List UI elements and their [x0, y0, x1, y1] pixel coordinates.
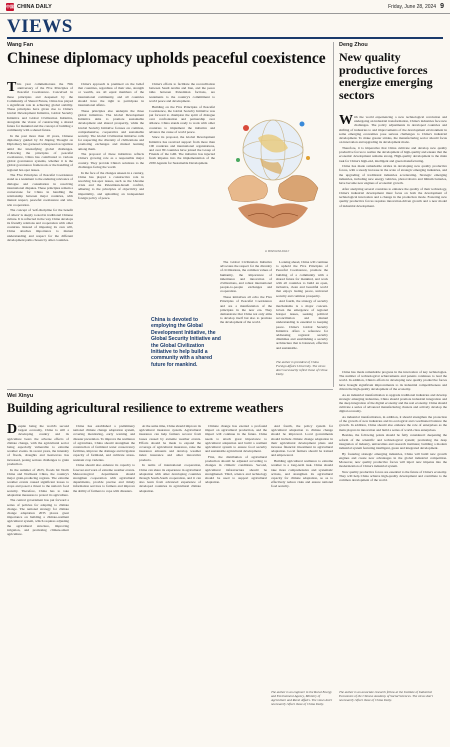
- article1-column-4: [220, 260, 272, 382]
- section-rule: [7, 37, 443, 39]
- paragraph: In the summer of 2023, floods hit North China and Northeast China, the country's major grain-producing regions. The extreme weather events caused significant losses to crops and posed a threat to the nation's food security. Therefore, China has to take adaptation measures to protect its agriculture.: [7, 467, 69, 497]
- article1-column-5: [276, 260, 328, 356]
- paragraph: China should also enhance its capacity to forecast and warn of extreme weather events. Meteorological departments should strengthen cooperation with agricultural departments, provide precise and timely information services to farmers and improve the ability of farmers to cope with disasters.: [73, 463, 135, 493]
- page-number: 9: [440, 3, 444, 10]
- section-title: VIEWS: [7, 16, 73, 37]
- paragraph: China has established a preliminary national climate change adaptation system, covering monitoring, early warning and disaster prevention. To improve the resilience of agriculture, China should strengthen the construction of farmland water conservancy facilities, improve the drainage and irrigation capacity of farmland, and cultivate stress-resistant crop varieties.: [73, 424, 135, 462]
- issue-date: Friday, June 28, 2024: [388, 3, 437, 10]
- paragraph: As industrial transformation, in addition, it should strengthen the protection of the growth of new industries and its ecological and coordinated balance the growth. In addition, China should also enhance the role of enterprises as the main players in innovation and build a series of world-class enterprises.: [339, 415, 447, 432]
- paragraph: The Global Civilization Initiative advocates the respect for the diversity of civilizations, the common values of humanity, the importance of inheritance and innovation of civilizations, and robust international people-to-people exchanges and cooperation.: [220, 260, 272, 294]
- paragraph: his year commemorates the 70th anniversary of the Five Principles of Peaceful Coexistence. Conceived in these principles and deepened by the Community of Shared Future, China has played a significant role in achieving global stability. These principles have given rise to China's Global Development Initiative, Global Security Initiative and Global Civilization Initiative, alongside the vision of constructing a shared future for mankind and the concept of building a community with a shared future.: [7, 82, 73, 133]
- article1-author: Wang Fan: [7, 42, 34, 48]
- paragraph: First, the distribution of agricultural production should be adjusted according to changes in climatic conditions. Second, agricultural infrastructure should be strengthened. Third, science and technology should be used to support agricultural adaptation.: [205, 454, 267, 485]
- paragraph: ith the world experiencing a new technological revolution and undergoing an industrial transformation, China's industries face new challenges. The policy adjustments in developed countries and shifting of industries to and improvements of the development environment in some emerging economies pose serious challenges to China's industrial development. To make greater strides, the manufacturing sector should focus on innovation and upgrading its development mode.: [339, 115, 447, 145]
- paragraph: Besides, the following points should be fully considered: deepening the reform of the scientific and technological system; promoting the deep integration of industry, universities and research institutes; building a modern industrial system featuring intelligent, green and integrated development.: [339, 433, 447, 450]
- paragraph: Building agricultural resilience to extreme weather is a long-term task. China should take more comprehensive and systematic actions, and strengthen its agricultural capacity for climate adaptation, so as to effectively reduce risks and ensure national food security.: [271, 459, 333, 489]
- row-divider: [7, 389, 333, 390]
- article3-author-bio: The author is an engineer in the Rural Energy and Environment Agency, Ministry of Agriculture and Rural Affairs. The views don't necessarily reflect those of China Daily.: [271, 690, 333, 707]
- logo-text: CHINA DAILY: [17, 3, 52, 10]
- article2-column: [339, 115, 447, 365]
- paragraph: China has made remarkable progress in the innovation of key technologies. The number of technological achievements and patents continues to lead the world. In addition, China's efforts in developing new quality productive forces have brought significant improvements to its industrial competitiveness and driven the high-quality development of the economy.: [339, 370, 447, 391]
- logo[interactable]: [6, 3, 52, 11]
- paragraph: These initiatives all echo the Five Principles of Peaceful Coexistence and are a manifestation of the principles in the new era. They demonstrate that China not only aims to develop itself but also to promote the development of the world.: [220, 295, 272, 325]
- illustration-caption: LI MIN/CHINA DAILY: [265, 250, 290, 253]
- hands-globe-illustration: [218, 88, 328, 248]
- paragraph: In terms of international cooperation, China can share its experience in agricultural adaptation with other developing countries through South-South cooperation, and it can also learn from advanced experience of developed countries in agricultural climate adaptation.: [139, 463, 201, 493]
- paragraph: The proposal of these initiatives reflects China's growing role as a responsible major country. They provide China's solutions to the challenges facing the world.: [78, 152, 144, 169]
- article3-author: Wei Xinyu: [7, 393, 34, 399]
- dropcap: D: [7, 424, 18, 437]
- paragraph: Therefore, it is imperative that China cultivate and develop new quality productive forces to realize the development of high-quality and ensure that the economic development remains strong. High-quality development is the main task for China's high-end, intelligent and green manufacturing.: [339, 145, 447, 163]
- paragraph: China's efforts to facilitate the reconciliation between Saudi Arabia and Iran, and the peace talks between Palestinian factions, are testaments to the country's commitment to world peace and development.: [149, 82, 215, 103]
- paragraph: The concept of 'self-discipline for the benefit of others' is deeply rooted in traditional Chinese culture. It is reflected in the way China develops its friendly relations and cooperation with other countries. Instead of imposing its own will, China attaches importance to mutual understanding and respect for the different development paths chosen by other countries.: [7, 208, 73, 242]
- masthead: [0, 0, 450, 14]
- paragraph: After analyzing several countries to enhance the quality of their technology, China's industrial development must focus on both the development of technological innovation and a change in the production mode. Fostering new quality productive forces requires innovation-driven growth and a new model of industrial development.: [339, 186, 447, 208]
- article2-column-continued: [339, 370, 447, 680]
- paragraph: Looking ahead, China will continue to uphold the Five Principles of Peaceful Coexistence, promote the building of a community with a shared future for mankind, and work with all countries to build an open, inclusive, clean and beautiful world that enjoys lasting peace, universal security and common prosperity.: [276, 260, 328, 298]
- column-divider: [333, 42, 334, 387]
- paragraph: Climate change has exerted a profound impact on agricultural production, and the impact will continue in the future. China needs to attach great importance to agricultural adaptation and build a resilient agricultural system to ensure food security and sustainable agricultural development.: [205, 424, 267, 454]
- pull-quote: China is devoted to employing the Global Development Initiative, the Global Security Initiative and the Global Civilization Initiative to help build a community with a shared future for mankind.: [151, 317, 221, 368]
- paragraph: By fostering strategic emerging industries, China will build new growth engines and create new advantages in the global industrial competition. Moreover, new quality productive forces will inject new impetus into the modernization of China's industrial system.: [339, 451, 447, 469]
- dropcap: T: [7, 82, 17, 95]
- article1-column-1: [7, 82, 73, 382]
- paragraph: In the face of the changes unseen in a century, China has played a constructive role in resolving hot-spot issues, such as the Ukraine crisis and the Palestinian-Israeli conflict, adhering to the principles of objectivity and impartiality, and upholding an independent foreign policy of peace.: [78, 170, 144, 200]
- article1-author-bio: The author is president of China Foreign Affairs University. The views don't necessarily reflect those of China Daily.: [276, 360, 328, 377]
- paragraph: And fourth, the policy system for agricultural adaptation to climate change should be improved. Local governments should include climate change adaptation in their agricultural development plans and increase financial investment in agricultural adaptation. Local farmers should be trained and empowered.: [271, 424, 333, 458]
- paragraph: These principles also underpin the three global initiatives. The Global Development Initiative aims to promote sustainable development and shared prosperity, while the Global Security Initiative focuses on common, comprehensive, cooperative and sustainable security. The Global Civilization Initiative calls for respecting the diversity of civilizations and promoting exchanges and mutual learning among them.: [78, 108, 144, 151]
- paragraph: The Five Principles of Peaceful Coexistence stand as a testament to the enduring relevance of dialogue and consultation in resolving international disputes. These principles remain a cornerstone for China in handling the relationship between major countries, with mutual respect, peaceful coexistence and win-win cooperation.: [7, 173, 73, 207]
- dropcap: W: [339, 115, 353, 128]
- paragraph: At the same time, China should improve its agricultural insurance system. Agricultural insurance can help farmers recover from losses caused by extreme weather events. Efforts should be made to expand the coverage of agricultural insurance, raise the insurance amounts and develop weather index insurance and other innovative products.: [139, 424, 201, 462]
- paragraph: espite being the world's second largest economy, China is still a developing country and its agriculture bears the adverse effects of climate change, with the agricultural sector being especially vulnerable to extreme weather events. In recent years, the intensity of floods, droughts and heatwaves has increased, posing serious challenges to grain production.: [7, 424, 69, 466]
- article1-column-2: [78, 82, 144, 382]
- paragraph: New quality productive forces are essential to the future of China's economy. They will help China achieve high-quality development and contribute to the common development of the world.: [339, 469, 447, 483]
- article3-column-5: [271, 424, 333, 679]
- paragraph: And fourth, the strategy of security mechanisms is a major concern. Given the emergence of regional hotspot issues, seeking political reconciliation and mutual understanding is essential to keeping peace. China's Global Security Initiative offers a reference for addressing regional security dilemmas and establishing a security architecture that is balanced, effective and sustainable.: [276, 299, 328, 350]
- article1-column-3: [149, 82, 215, 312]
- article1-headline[interactable]: Chinese diplomacy upholds peaceful coexistence: [7, 50, 326, 67]
- paragraph: China's approach is premised on the belief that countries, regardless of their size, strength or wealth, are all equal members of the international community, and all countries should have the right to participate in international affairs.: [78, 82, 144, 108]
- article2-author: Deng Zhou: [339, 42, 368, 48]
- article3-column-4: [205, 424, 267, 742]
- article3-column-1: [7, 424, 69, 742]
- article2-headline[interactable]: New quality productive forces energize emerging sectors: [339, 50, 433, 102]
- china-daily-logo-icon: 中国: [6, 3, 14, 9]
- article3-column-3: [139, 424, 201, 742]
- article3-headline[interactable]: Building agricultural resilience to extreme weathers: [7, 401, 284, 415]
- paragraph: Building on the Five Principles of Peaceful Coexistence, the Global Security Initiative was put forward to champion the spirit of dialogue over confrontation and partnership over alliance. China stands ready to work with other countries to implement the initiative and advance the cause of world peace.: [149, 104, 215, 134]
- article2-author-bio: The author is an associate research fellow at the Institute of Industrial Economics of the Chinese Academy of Social Sciences. The views don't necessarily reflect those of China Daily.: [339, 690, 433, 703]
- paragraph: China has made remarkable strides in developing new quality productive forces, with a steady increase in the scale of strategic emerging industries, and the upgrading of traditional industries accelerating. Strategic emerging industries, including new energy vehicles, photovoltaics and lithium batteries, have become new engines of economic growth.: [339, 164, 447, 186]
- article3-column-2: [73, 424, 135, 742]
- paragraph: As an industrial transformation to upgrade traditional industries and develop strategic emerging industries, China should promote industrial integration and the deep integration of the digital economy and the real economy. China should cultivate a series of advanced manufacturing clusters and actively develop the digital economy.: [339, 392, 447, 414]
- paragraph: In the past more than 10 years, Chinese diplomacy guided by Xi Jinping Thought on Diplomacy has garnered widespread recognition amid the intensifying global challenges. Following the principles of peaceful coexistence, China has contributed to various global governance systems, whether it is the global governance framework or the handling of regional hot-spot issues.: [7, 133, 73, 172]
- paragraph: The central government has put forward a series of policies for adapting to climate change. The national strategy for climate change adaptation 2035 places great importance on building a climate-resilient agricultural system, which requires adjusting the agricultural structure, improving irrigation, and promoting climate-smart agriculture.: [7, 498, 69, 537]
- paragraph: Since its proposal, the Global Development Initiative has received support from more than 100 countries and international organizations, and over 80 countries have joined the Group of Friends of the GDI. The initiative has injected fresh impetus into the implementation of the 2030 Agenda for Sustainable Development.: [149, 135, 215, 165]
